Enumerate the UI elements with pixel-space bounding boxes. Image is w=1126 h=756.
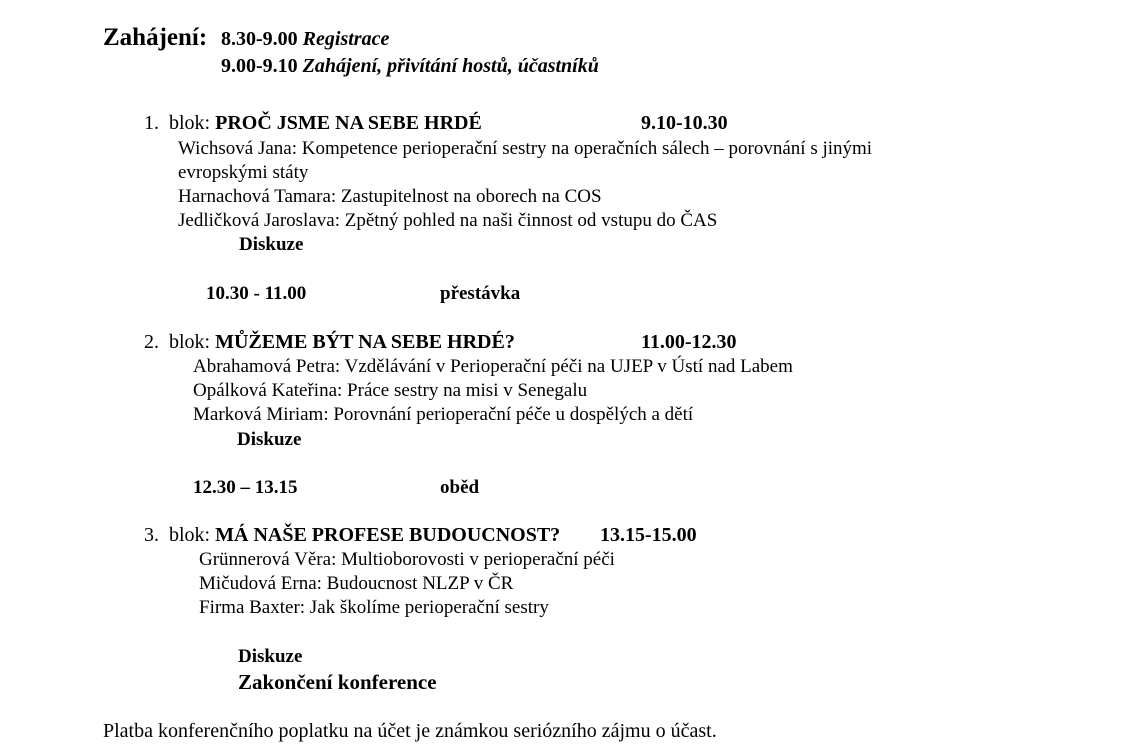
break-time: 10.30 - 11.00: [206, 283, 307, 304]
opening-desc: Zahájení, přivítání hostů, účastníků: [302, 55, 599, 77]
opening-item-welcome: [221, 55, 599, 78]
block-3-heading: [144, 524, 560, 547]
talk-line: Marková Miriam: Porovnání perioperační péče u dospělých a dětí: [193, 404, 694, 425]
closing-label: Zakončení konference: [238, 670, 437, 694]
discussion-label: Diskuze: [237, 429, 302, 450]
opening-item-registration: [221, 28, 389, 51]
block-prefix: blok:: [169, 331, 211, 353]
block-number: 1.: [144, 112, 159, 134]
block-2-time: 11.00-12.30: [641, 331, 737, 353]
block-1-time: 9.10-10.30: [641, 112, 728, 134]
break-label: oběd: [440, 477, 480, 498]
opening-desc: Registrace: [302, 28, 390, 50]
talk-line: Jedličková Jaroslava: Zpětný pohled na naši činnost od vstupu do ČAS: [178, 210, 718, 231]
talk-line: Firma Baxter: Jak školíme perioperační sestry: [199, 597, 549, 618]
talk-line: Mičudová Erna: Budoucnost NLZP v ČR: [199, 573, 514, 594]
block-number: 3.: [144, 524, 159, 546]
break-time: 12.30 – 13.15: [193, 477, 298, 498]
block-1-heading: [144, 112, 482, 135]
talk-line: Abrahamová Petra: Vzdělávání v Perioperační péči na UJEP v Ústí nad Labem: [193, 356, 793, 377]
block-prefix: blok:: [169, 112, 211, 134]
block-title: MÁ NAŠE PROFESE BUDOUCNOST?: [215, 524, 561, 546]
block-title: PROČ JSME NA SEBE HRDÉ: [215, 112, 482, 134]
block-prefix: blok:: [169, 524, 211, 546]
opening-time: 8.30-9.00: [221, 28, 298, 50]
footer-note: Platba konferenčního poplatku na účet je známkou seriózního zájmu o účast.: [103, 720, 717, 742]
talk-line: Grünnerová Věra: Multioborovosti v perioperační péči: [199, 549, 615, 570]
discussion-label: Diskuze: [239, 234, 304, 255]
talk-line: Wichsová Jana: Kompetence perioperační sestry na operačních sálech – porovnání s jinými: [178, 138, 873, 159]
block-number: 2.: [144, 331, 159, 353]
block-title: MŮŽEME BÝT NA SEBE HRDÉ?: [215, 331, 515, 353]
discussion-label: Diskuze: [238, 646, 303, 667]
talk-line: Opálková Kateřina: Práce sestry na misi v Senegalu: [193, 380, 588, 401]
block-3-time: 13.15-15.00: [600, 524, 697, 546]
talk-line: Harnachová Tamara: Zastupitelnost na oborech na COS: [178, 186, 602, 207]
block-2-heading: [144, 331, 515, 354]
opening-label: Zahájení:: [103, 24, 208, 51]
break-label: přestávka: [440, 283, 521, 304]
talk-line: evropskými státy: [178, 162, 309, 183]
opening-time: 9.00-9.10: [221, 55, 298, 77]
